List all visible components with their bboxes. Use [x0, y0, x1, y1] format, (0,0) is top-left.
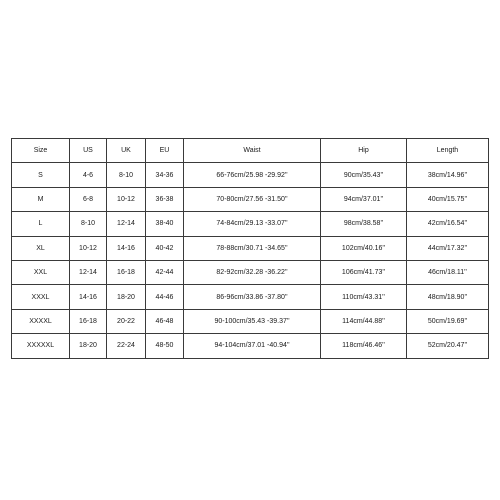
cell-length: 48cm/18.90''	[407, 285, 489, 309]
header-cell-uk: UK	[107, 139, 146, 163]
cell-size: XXL	[12, 260, 70, 284]
cell-us: 12-14	[70, 260, 107, 284]
table-row	[12, 163, 489, 187]
cell-us: 16-18	[70, 309, 107, 333]
header-cell-eu: EU	[146, 139, 184, 163]
cell-length: 52cm/20.47''	[407, 334, 489, 358]
cell-length: 44cm/17.32''	[407, 236, 489, 260]
cell-us: 10-12	[70, 236, 107, 260]
cell-us: 8-10	[70, 212, 107, 236]
cell-waist: 82-92cm/32.28 -36.22''	[184, 260, 321, 284]
cell-size: M	[12, 187, 70, 211]
cell-waist: 90-100cm/35.43 -39.37''	[184, 309, 321, 333]
cell-hip: 118cm/46.46''	[321, 334, 407, 358]
cell-size: XXXXL	[12, 309, 70, 333]
table-row	[12, 187, 489, 211]
cell-size: S	[12, 163, 70, 187]
cell-waist: 70-80cm/27.56 -31.50''	[184, 187, 321, 211]
table-row	[12, 260, 489, 284]
cell-length: 40cm/15.75''	[407, 187, 489, 211]
size-chart-table	[11, 138, 489, 359]
cell-uk: 18-20	[107, 285, 146, 309]
cell-hip: 102cm/40.16''	[321, 236, 407, 260]
cell-waist: 74-84cm/29.13 -33.07''	[184, 212, 321, 236]
cell-hip: 94cm/37.01''	[321, 187, 407, 211]
header-cell-waist: Waist	[184, 139, 321, 163]
cell-eu: 40-42	[146, 236, 184, 260]
cell-hip: 114cm/44.88''	[321, 309, 407, 333]
cell-us: 6-8	[70, 187, 107, 211]
cell-uk: 14-16	[107, 236, 146, 260]
cell-hip: 110cm/43.31''	[321, 285, 407, 309]
header-cell-us: US	[70, 139, 107, 163]
cell-us: 18-20	[70, 334, 107, 358]
cell-length: 50cm/19.69''	[407, 309, 489, 333]
cell-length: 38cm/14.96''	[407, 163, 489, 187]
cell-hip: 90cm/35.43''	[321, 163, 407, 187]
cell-eu: 44-46	[146, 285, 184, 309]
cell-waist: 86-96cm/33.86 -37.80''	[184, 285, 321, 309]
cell-uk: 10-12	[107, 187, 146, 211]
cell-size: XXXXXL	[12, 334, 70, 358]
header-cell-size: Size	[12, 139, 70, 163]
cell-eu: 38-40	[146, 212, 184, 236]
cell-waist: 78-88cm/30.71 -34.65''	[184, 236, 321, 260]
cell-hip: 106cm/41.73''	[321, 260, 407, 284]
cell-eu: 42-44	[146, 260, 184, 284]
header-cell-length: Length	[407, 139, 489, 163]
cell-eu: 46-48	[146, 309, 184, 333]
header-row	[12, 139, 489, 163]
cell-eu: 36-38	[146, 187, 184, 211]
cell-eu: 48-50	[146, 334, 184, 358]
cell-hip: 98cm/38.58''	[321, 212, 407, 236]
cell-eu: 34-36	[146, 163, 184, 187]
cell-size: XXXL	[12, 285, 70, 309]
table-row	[12, 236, 489, 260]
table-row	[12, 212, 489, 236]
cell-uk: 22-24	[107, 334, 146, 358]
cell-uk: 20-22	[107, 309, 146, 333]
cell-uk: 8-10	[107, 163, 146, 187]
table-row	[12, 309, 489, 333]
header-cell-hip: Hip	[321, 139, 407, 163]
cell-uk: 12-14	[107, 212, 146, 236]
cell-length: 42cm/16.54''	[407, 212, 489, 236]
cell-us: 4-6	[70, 163, 107, 187]
cell-uk: 16-18	[107, 260, 146, 284]
table-row	[12, 334, 489, 358]
cell-size: XL	[12, 236, 70, 260]
cell-us: 14-16	[70, 285, 107, 309]
cell-size: L	[12, 212, 70, 236]
table-row	[12, 285, 489, 309]
cell-waist: 66-76cm/25.98 -29.92''	[184, 163, 321, 187]
cell-waist: 94-104cm/37.01 -40.94''	[184, 334, 321, 358]
cell-length: 46cm/18.11''	[407, 260, 489, 284]
